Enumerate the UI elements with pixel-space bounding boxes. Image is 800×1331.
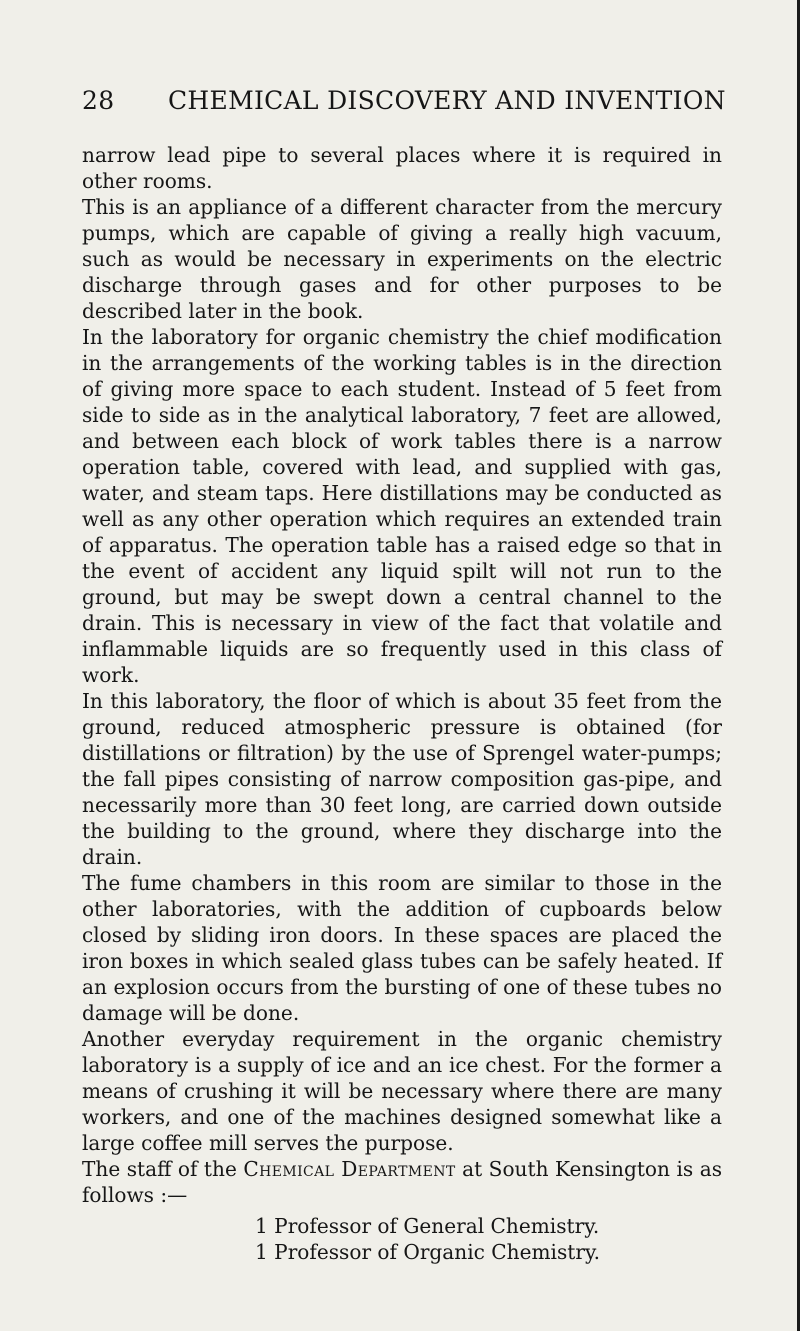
- staff-intro-after: at South Kensington is as follows :—: [82, 1157, 723, 1207]
- paragraph: This is an appliance of a different character from the mercury pumps, which are capable of giving a really high vacuum, such as would be necessary in experiments on the electric discharge through gases and for other purposes to be described later in the book.: [82, 195, 722, 323]
- staff-list: [82, 1213, 722, 1265]
- paragraph: The fume chambers in this room are similar to those in the other laboratories, with the addition of cupboards below closed by sliding iron doors. In these spaces are placed the iron boxes in which sealed glass tubes can be safely heated. If an explosion occurs from the bursting of one of these tubes no damage will be done.: [82, 871, 722, 1025]
- staff-intro-before: The staff of the: [82, 1157, 237, 1181]
- paragraph: Another everyday requirement in the organic chemistry laboratory is a supply of ice and an ice chest. For the former a means of crushing it will be necessary where there are many workers, and one of the machines designed somewhat like a large coffee mill serves the purpose.: [82, 1027, 722, 1155]
- staff-list-item: 1 Professor of General Chemistry.: [255, 1214, 600, 1238]
- running-title: CHEMICAL DISCOVERY AND INVENTION: [168, 86, 726, 115]
- staff-list-item: 1 Professor of Organic Chemistry.: [255, 1240, 601, 1264]
- running-header: [82, 86, 726, 122]
- staff-intro-paragraph: [82, 1156, 722, 1208]
- paragraph: In this laboratory, the floor of which is about 35 feet from the ground, reduced atmospheric pressure is obtained (for distillations or filtration) by the use of Sprengel water-pumps; the fall pipes consisting of narrow composition gas-pipe, and necessarily more than 30 feet long, are carried down outside the building to the ground, where they discharge into the drain.: [82, 689, 722, 869]
- paragraph: narrow lead pipe to several places where it is required in other rooms.: [82, 143, 722, 193]
- body-text: [82, 142, 722, 1265]
- page-number: 28: [82, 86, 115, 115]
- paragraph: In the laboratory for organic chemistry the chief modification in the arrangements of the working tables is in the direction of giving more space to each student. Instead of 5 feet from side to side as in the analytical laboratory, 7 feet are allowed, and between each block of work tables there is a narrow operation table, covered with lead, and supplied with gas, water, and steam taps. Here distillations may be conducted as well as any other operation which requires an extended train of apparatus. The operation table has a raised edge so that in the event of accident any liquid spilt will not run to the ground, but may be swept down a central channel to the drain. This is necessary in view of the fact that volatile and inflammable liquids are so frequently used in this class of work.: [82, 325, 722, 687]
- department-name: Chemical Department: [243, 1157, 456, 1181]
